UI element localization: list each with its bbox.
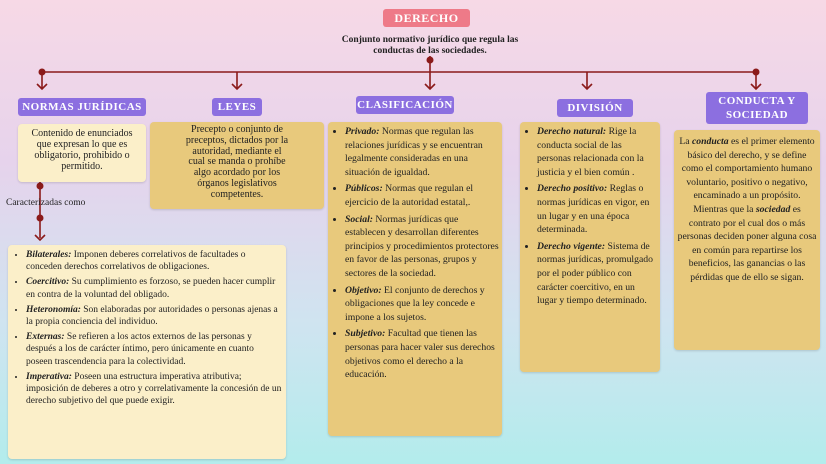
main-title: DERECHO <box>383 9 470 27</box>
normas-desc-line: Contenido de enunciados <box>31 128 133 139</box>
list-item: • Privado: Normas que regulan las relaciones jurídicas y se encuentran legalmente consideradas en una situación de igualdad. <box>345 125 499 179</box>
list-item: • Bilaterales: Imponen deberes correlativos de facultades o conceden derechos correlativos de obligaciones. <box>26 249 282 273</box>
list-item: • Públicos: Normas que regulan el ejercicio de la autoridad estatal,. <box>345 182 499 209</box>
list-item: • Externas: Se refieren a los actos externos de las personas y después a los de carácter íntimo, pero únicamente en cuanto poseen trascendencia para la colectividad. <box>26 331 282 368</box>
clasificacion-header: CLASIFICACIÓN <box>356 96 454 114</box>
normas-juridicas-definition <box>18 124 146 182</box>
leyes-header: LEYES <box>212 98 262 116</box>
normas-juridicas-header: NORMAS JURÍDICAS <box>18 98 146 116</box>
conducta-sociedad-header: CONDUCTA Y SOCIEDAD <box>706 92 808 124</box>
main-subtitle <box>300 35 560 57</box>
list-item: • Subjetivo: Facultad que tienen las personas para hacer valer sus derechos objetivos como el derecho a la educación. <box>345 327 499 381</box>
normas-desc-line: permitido. <box>61 161 103 172</box>
list-item: • Derecho natural: Rige la conducta social de las personas relacionada con la justicia y el bien común . <box>537 125 657 179</box>
division-header: DIVISIÓN <box>557 99 633 117</box>
division-list <box>520 122 660 372</box>
conducta-sociedad-definition <box>674 130 820 350</box>
list-item: • Imperativa: Poseen una estructura imperativa atributiva; imposición de deberes a otro y correlativamente la concesión de un derecho subjetivo del que puede exigir. <box>26 371 282 408</box>
list-item: • Derecho vigente: Sistema de normas jurídicas, promulgado por el poder público con carácter coercitivo, en un lugar y tiempo determinado. <box>537 240 657 308</box>
sociedad-paragraph: Mientras que la sociedad es contrato por el cual dos o más personas deciden poner alguna cosa en común para repartirse los beneficios, las ganancias o las pérdidas que de ello se sigan. <box>677 203 817 283</box>
list-item: • Objetivo: El conjunto de derechos y obligaciones que la ley concede e impone a los sujetos. <box>345 284 499 325</box>
subtitle-line-2: conductas de las sociedades. <box>373 46 487 56</box>
list-item: • Heteronomía: Son elaboradas por autoridades o personas ajenas a la propia conciencia del individuo. <box>26 304 282 328</box>
clasificacion-list <box>328 122 502 436</box>
conducta-paragraph: La conducta es el primer elemento básico del derecho, y se define como el comportamiento humano voluntario, positivo o negativo, encaminado a un propósito. <box>679 136 815 202</box>
list-item: • Derecho positivo: Reglas o normas jurídicas en vigor, en un lugar y en una época determinada. <box>537 182 657 236</box>
leyes-definition: Precepto o conjunto de preceptos, dictados por la autoridad, mediante el cual se manda o prohíbe algo acordado por los órganos legislativos competentes. <box>150 122 324 209</box>
normas-connector-label: Caracterizadas como <box>6 198 86 208</box>
normas-characteristics-list <box>8 245 286 459</box>
subtitle-line-1: Conjunto normativo jurídico que regula las <box>341 35 519 45</box>
list-item: • Social: Normas jurídicas que establecen y desarrollan diferentes principios y procedimientos protectores en favor de las personas, grupos y sectores de la sociedad. <box>345 213 499 281</box>
normas-desc-line: que expresan lo que es <box>36 139 128 150</box>
list-item: • Coercitivo: Su cumplimiento es forzoso, se pueden hacer cumplir en contra de la voluntad del obligado. <box>26 276 282 300</box>
normas-desc-line: obligatorio, prohibido o <box>34 150 130 161</box>
